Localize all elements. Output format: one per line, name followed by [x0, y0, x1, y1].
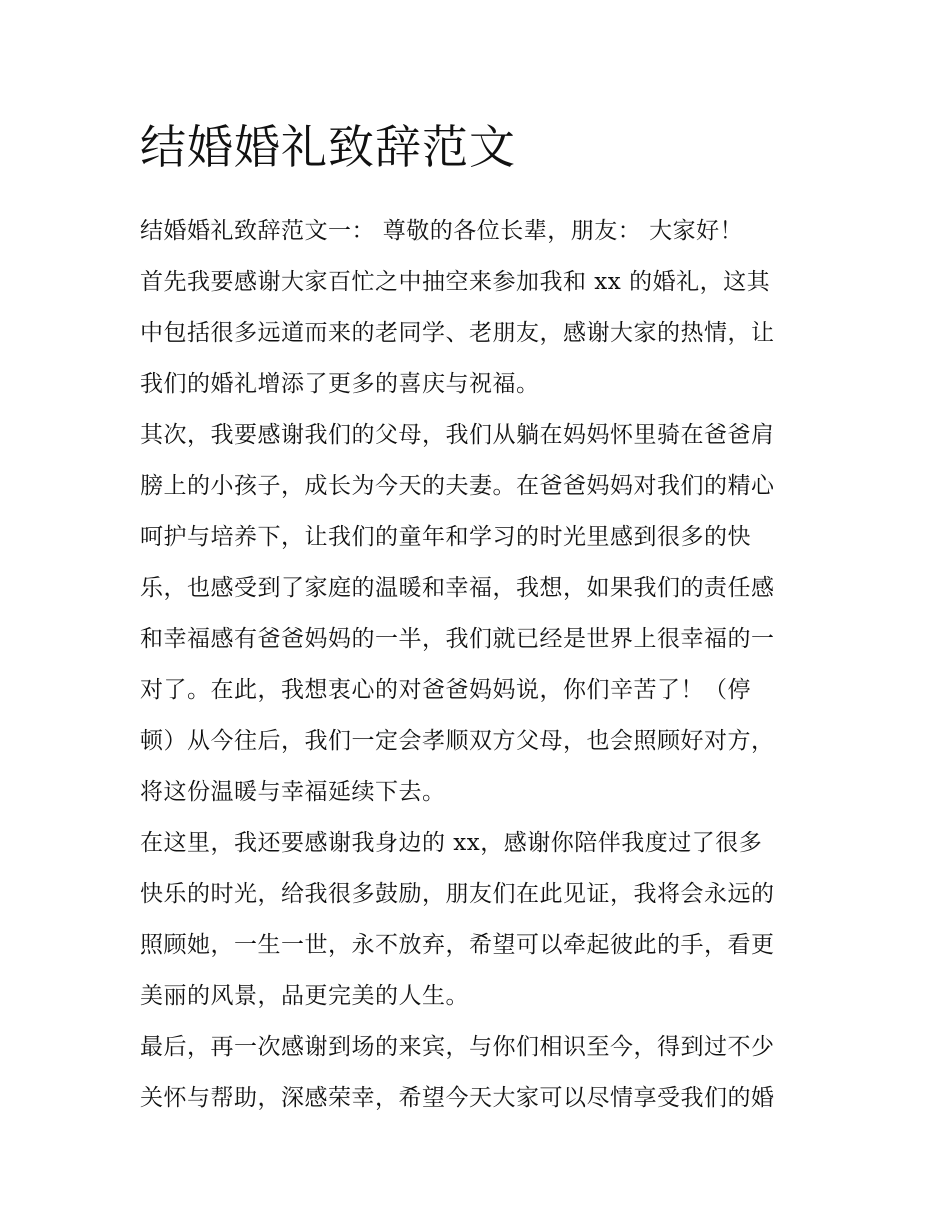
- text-line: 顿）从今往后，我们一定会孝顺双方父母，也会照顾好对方，: [140, 728, 775, 754]
- document-content: [140, 112, 812, 1124]
- text-line: 关怀与帮助，深感荣幸，希望今天大家可以尽情享受我们的婚: [140, 1085, 775, 1111]
- text-line: 我们的婚礼增添了更多的喜庆与祝福。: [140, 371, 540, 397]
- text-line: 美丽的风景，品更完美的人生。: [140, 983, 469, 1009]
- paragraph-thanks-partner: [140, 818, 812, 1022]
- text-line: 对了。在此，我想衷心的对爸爸妈妈说，你们辛苦了！（停: [140, 677, 751, 703]
- paragraph-closing: [140, 1022, 812, 1124]
- text-line: 中包括很多远道而来的老同学、老朋友，感谢大家的热情，让: [140, 320, 775, 346]
- paragraph-greeting: [140, 206, 812, 257]
- text-line: 最后，再一次感谢到场的来宾，与你们相识至今，得到过不少: [140, 1034, 775, 1060]
- text-line: 在这里，我还要感谢我身边的 xx，感谢你陪伴我度过了很多: [140, 830, 763, 856]
- text-line: 和幸福感有爸爸妈妈的一半，我们就已经是世界上很幸福的一: [140, 626, 775, 652]
- paragraph-thanks-parents: [140, 410, 812, 818]
- text-line: 乐，也感受到了家庭的温暖和幸福，我想，如果我们的责任感: [140, 575, 775, 601]
- text-line: 呵护与培养下，让我们的童年和学习的时光里感到很多的快: [140, 524, 751, 550]
- document-title: 结婚婚礼致辞范文: [140, 120, 516, 174]
- text-line: 膀上的小孩子，成长为今天的夫妻。在爸爸妈妈对我们的精心: [140, 473, 775, 499]
- text-line: 快乐的时光，给我很多鼓励，朋友们在此见证，我将会永远的: [140, 881, 775, 907]
- text-line: 将这份温暖与幸福延续下去。: [140, 779, 446, 805]
- text-line: 其次，我要感谢我们的父母，我们从躺在妈妈怀里骑在爸爸肩: [140, 422, 775, 448]
- text-line: 结婚婚礼致辞范文一： 尊敬的各位长辈，朋友： 大家好！: [140, 218, 744, 244]
- paragraph-thanks-guests: [140, 257, 812, 410]
- text-line: 照顾她，一生一世，永不放弃，希望可以牵起彼此的手，看更: [140, 932, 775, 958]
- text-line: 首先我要感谢大家百忙之中抽空来参加我和 xx 的婚礼，这其: [140, 269, 771, 295]
